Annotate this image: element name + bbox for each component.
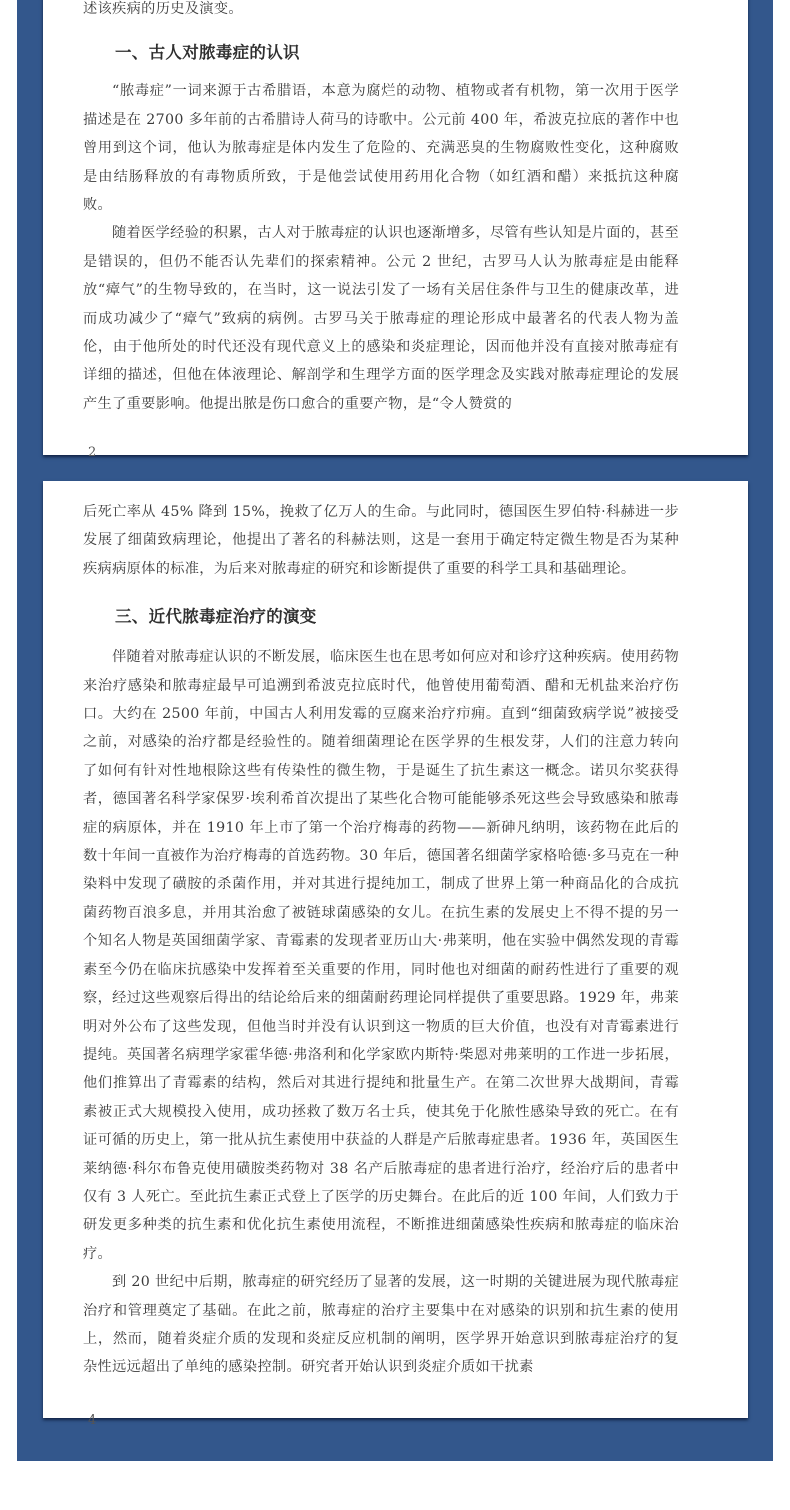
paragraph-fragment: 后死亡率从 45% 降到 15%，挽救了亿万人的生命。与此同时，德国医生罗伯特·科赫进一步发展了细菌致病理论，他提出了著名的科赫法则，这是一套用于确定特定微生物是否为某种疾病病原体的标准，为后来对脓毒症的研究和诊断提供了重要的科学工具和基础理论。 — [83, 504, 679, 577]
section-heading: 三、近代脓毒症治疗的演变 — [115, 607, 317, 627]
paragraph-fragment: 述该疾病的历史及演变。 — [83, 1, 243, 17]
section-heading: 一、古人对脓毒症的认识 — [115, 43, 300, 63]
paragraph: 伴随着对脓毒症认识的不断发展，临床医生也在思考如何应对和诊疗这种疾病。使用药物来治疗感染和脓毒症最早可追溯到希波克拉底时代，他曾使用葡萄酒、醋和无机盐来治疗伤口。大约在 2500 年前，中国古人利用发霉的豆腐来治疗疖痈。直到“细菌致病学说”被接受之前，对感染的治疗都是经验性的。随着细菌理论在医学界的生根发芽，人们的注意力转向了如何有针对性地根除这些有传染性的微生物，于是诞生了抗生素这一概念。诺贝尔奖获得者，德国著名科学家保罗·埃利希首次提出了某些化合物可能能够杀死这些会导致感染和脓毒症的病原体，并在 1910 年上市了第一个治疗梅毒的药物——新砷凡纳明，该药物在此后的数十年间一直被作为治疗梅毒的首选药物。30 年后，德国著名细菌学家格哈德·多马克在一种染料中发现了磺胺的杀菌作用，并对其进行提纯加工，制成了世界上第一种商品化的合成抗菌药物百浪多息，并用其治愈了被链球菌感染的女儿。在抗生素的发展史上不得不提的另一个知名人物是英国细菌学家、青霉素的发现者亚历山大·弗莱明，他在实验中偶然发现的青霉素至今仍在临床抗感染中发挥着至关重要的作用，同时他也对细菌的耐药性进行了重要的观察，经过这些观察后得出的结论给后来的细菌耐药理论同样提供了重要思路。1929 年，弗莱明对外公布了这些发现，但他当时并没有认识到这一物质的巨大价值，也没有对青霉素进行提纯。英国著名病理学家霍华德·弗洛利和化学家欧内斯特·柴恩对弗莱明的工作进一步拓展，他们推算出了青霉素的结构，然后对其进行提纯和批量生产。在第二次世界大战期间，青霉素被正式大规模投入使用，成功拯救了数万名士兵，使其免于化脓性感染导致的死亡。在有证可循的历史上，第一批从抗生素使用中获益的人群是产后脓毒症患者。1936 年，英国医生莱纳德·科尔布鲁克使用磺胺类药物对 38 名产后脓毒症的患者进行治疗，经治疗后的患者中仅有 3 人死亡。至此抗生素正式登上了医学的历史舞台。在此后的近 100 年间，人们致力于研发更多种类的抗生素和优化抗生素使用流程，不断推进细菌感染性疾病和脓毒症的临床治疗。 — [83, 649, 679, 1262]
paragraph: 随着医学经验的积累，古人对于脓毒症的认识也逐渐增多，尽管有些认知是片面的，甚至是错误的，但仍不能否认先辈们的探索精神。公元 2 世纪，古罗马人认为脓毒症是由能释放“瘴气”的生物导致的，在当时，这一说法引发了一场有关居住条件与卫生的健康改革，进而成功减少了“瘴气”致病的病例。古罗马关于脓毒症的理论形成中最著名的代表人物为盖伦，由于他所处的时代还没有现代意义上的感染和炎症理论，因而他并没有直接对脓毒症有详细的描述，但他在体液理论、解剖学和生理学方面的医学理念及实践对脓毒症理论的发展产生了重要影响。他提出脓是伤口愈合的重要产物，是“令人赞赏的 — [83, 225, 679, 412]
page-content — [83, 498, 679, 1382]
paragraph: “脓毒症”一词来源于古希腊语，本意为腐烂的动物、植物或者有机物，第一次用于医学描述是在 2700 多年前的古希腊诗人荷马的诗歌中。公元前 400 年，希波克拉底的著作中也曾用到这个词，他认为脓毒症是体内发生了危险的、充满恶臭的生物腐败性变化，这种腐败是由结肠释放的有毒物质所致，于是他尝试使用药用化合物（如红酒和醋）来抵抗这种腐败。 — [83, 83, 679, 214]
page-content — [83, 0, 679, 418]
document-page — [43, 0, 748, 460]
page-number: 2 — [88, 445, 97, 460]
paragraph: 到 20 世纪中后期，脓毒症的研究经历了显著的发展，这一时期的关键进展为现代脓毒症治疗和管理奠定了基础。在此之前，脓毒症的治疗主要集中在对感染的识别和抗生素的使用上，然而，随着炎症介质的发现和炎症反应机制的阐明，医学界开始意识到脓毒症治疗的复杂性远远超出了单纯的感染控制。研究者开始认识到炎症介质如干扰素 — [83, 1274, 679, 1376]
page-number: 4 — [88, 1413, 97, 1428]
document-page — [43, 481, 748, 1428]
